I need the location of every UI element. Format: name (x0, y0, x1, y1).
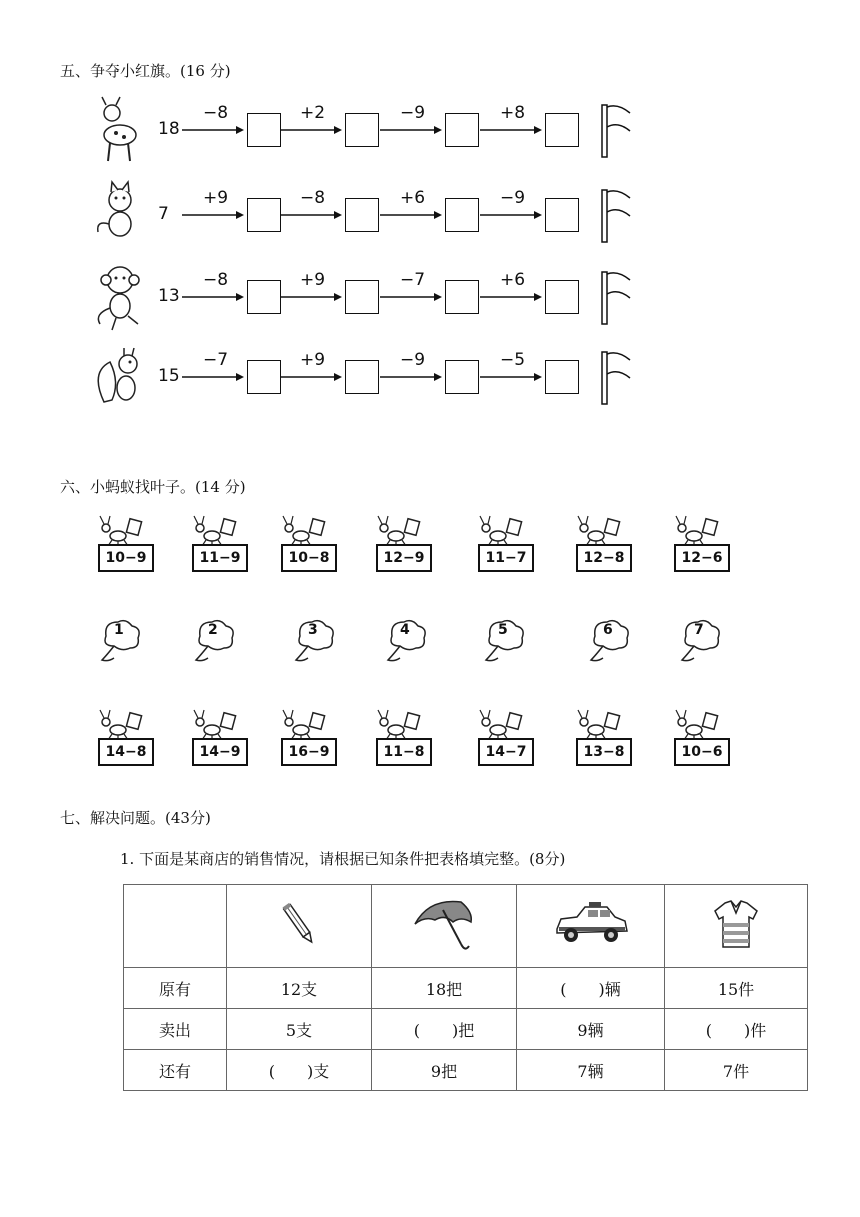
table-row (124, 968, 808, 1009)
ant-expression: 10−8 (281, 544, 337, 572)
operation-label: −9 (500, 188, 526, 208)
table-cell: 9把 (372, 1050, 517, 1091)
table-cell: 7件 (665, 1050, 808, 1091)
leaf-icon[interactable] (96, 616, 146, 666)
ant-card[interactable] (374, 708, 434, 766)
arrow-head (434, 126, 442, 134)
leaf-number: 6 (603, 622, 613, 638)
answer-box[interactable] (445, 280, 479, 314)
leaf-icon[interactable] (676, 616, 726, 666)
arrow-head (434, 211, 442, 219)
ant-card[interactable] (476, 708, 536, 766)
flag-icon (602, 105, 607, 157)
table-header-row (124, 885, 808, 968)
leaf-icon[interactable] (480, 616, 530, 666)
flag-cloth (607, 353, 630, 378)
ant-card[interactable] (574, 708, 634, 766)
operation-label: −8 (300, 188, 326, 208)
arrow-head (236, 211, 244, 219)
table-cell: 12支 (227, 968, 372, 1009)
operation-label: +8 (500, 103, 526, 123)
answer-box[interactable] (445, 198, 479, 232)
arrow-head (434, 373, 442, 381)
flag-cloth (607, 106, 630, 131)
answer-box[interactable] (445, 113, 479, 147)
start-number: 15 (158, 366, 180, 386)
operation-label: +9 (203, 188, 229, 208)
table-cell: 5支 (227, 1009, 372, 1050)
arrow-head (334, 293, 342, 301)
ant-expression: 16−9 (281, 738, 337, 766)
arrow-head (334, 373, 342, 381)
row-label: 还有 (124, 1050, 227, 1091)
operation-label: +6 (500, 270, 526, 290)
answer-blank[interactable]: ( )件 (665, 1009, 808, 1050)
answer-box[interactable] (345, 280, 379, 314)
arrow-head (236, 293, 244, 301)
ant-card[interactable] (96, 708, 156, 766)
operation-label: +6 (400, 188, 426, 208)
ant-card[interactable] (672, 514, 732, 572)
answer-box[interactable] (247, 360, 281, 394)
operation-label: −9 (400, 350, 426, 370)
ant-expression: 11−9 (192, 544, 248, 572)
table-corner-cell (124, 885, 227, 968)
answer-box[interactable] (345, 198, 379, 232)
ant-card[interactable] (190, 514, 250, 572)
arrow-head (434, 293, 442, 301)
flag-icon (602, 190, 607, 242)
answer-blank[interactable]: ( )辆 (517, 968, 665, 1009)
flag-icon (602, 352, 607, 404)
ant-expression: 14−7 (478, 738, 534, 766)
answer-box[interactable] (545, 280, 579, 314)
leaf-icon[interactable] (290, 616, 340, 666)
ant-expression: 12−6 (674, 544, 730, 572)
table-cell: 7辆 (517, 1050, 665, 1091)
leaf-number: 7 (694, 622, 704, 638)
flag-cloth (607, 191, 630, 216)
arrow-head (534, 126, 542, 134)
ant-expression: 10−6 (674, 738, 730, 766)
number-chain (90, 95, 650, 165)
leaf-number: 4 (400, 622, 410, 638)
section5-title: 五、争夺小红旗。(16 分) (60, 62, 231, 80)
leaf-number: 1 (114, 622, 124, 638)
answer-box[interactable] (345, 360, 379, 394)
row-label: 原有 (124, 968, 227, 1009)
flag-cloth (607, 273, 630, 298)
answer-blank[interactable]: ( )支 (227, 1050, 372, 1091)
operation-label: −5 (500, 350, 526, 370)
table-cell: 9辆 (517, 1009, 665, 1050)
ant-card[interactable] (476, 514, 536, 572)
answer-box[interactable] (545, 198, 579, 232)
operation-label: −9 (400, 103, 426, 123)
number-chain (90, 180, 650, 250)
leaf-number: 3 (308, 622, 318, 638)
operation-label: −8 (203, 270, 229, 290)
section6-title: 六、小蚂蚁找叶子。(14 分) (60, 478, 246, 496)
answer-box[interactable] (247, 280, 281, 314)
answer-box[interactable] (545, 360, 579, 394)
arrow-head (534, 373, 542, 381)
arrow-head (236, 126, 244, 134)
shirt-icon (665, 885, 808, 968)
leaf-icon[interactable] (585, 616, 635, 666)
umbrella-icon (372, 885, 517, 968)
ant-card[interactable] (279, 708, 339, 766)
arrow-head (534, 293, 542, 301)
ant-card[interactable] (279, 514, 339, 572)
table-cell: 18把 (372, 968, 517, 1009)
leaf-number: 2 (208, 622, 218, 638)
section7-title: 七、解决问题。(43分) (60, 809, 211, 827)
ant-card[interactable] (672, 708, 732, 766)
ant-expression: 13−8 (576, 738, 632, 766)
operation-label: +2 (300, 103, 326, 123)
arrow-head (334, 211, 342, 219)
leaf-icon[interactable] (190, 616, 240, 666)
operation-label: −7 (203, 350, 229, 370)
answer-box[interactable] (445, 360, 479, 394)
arrow-head (334, 126, 342, 134)
answer-box[interactable] (345, 113, 379, 147)
question-1: 1. 下面是某商店的销售情况，请根据已知条件把表格填完整。(8分) (120, 850, 566, 868)
ant-card[interactable] (374, 514, 434, 572)
number-chain (90, 262, 650, 332)
start-number: 7 (158, 204, 169, 224)
start-number: 13 (158, 286, 180, 306)
operation-label: −7 (400, 270, 426, 290)
ant-card[interactable] (190, 708, 250, 766)
ant-expression: 12−8 (576, 544, 632, 572)
answer-blank[interactable]: ( )把 (372, 1009, 517, 1050)
leaf-number: 5 (498, 622, 508, 638)
ant-expression: 14−8 (98, 738, 154, 766)
pencil-icon (227, 885, 372, 968)
ant-expression: 11−7 (478, 544, 534, 572)
ant-expression: 14−9 (192, 738, 248, 766)
answer-box[interactable] (247, 113, 281, 147)
operation-label: −8 (203, 103, 229, 123)
ant-card[interactable] (96, 514, 156, 572)
ant-card[interactable] (574, 514, 634, 572)
answer-box[interactable] (545, 113, 579, 147)
number-chain (90, 342, 650, 412)
car-icon (517, 885, 665, 968)
table-row (124, 1050, 808, 1091)
leaf-icon[interactable] (382, 616, 432, 666)
answer-box[interactable] (247, 198, 281, 232)
sales-table (123, 884, 808, 1091)
flag-icon (602, 272, 607, 324)
arrow-head (236, 373, 244, 381)
operation-label: +9 (300, 270, 326, 290)
arrow-head (534, 211, 542, 219)
ant-expression: 10−9 (98, 544, 154, 572)
operation-label: +9 (300, 350, 326, 370)
table-cell: 15件 (665, 968, 808, 1009)
table-row (124, 1009, 808, 1050)
row-label: 卖出 (124, 1009, 227, 1050)
ant-expression: 12−9 (376, 544, 432, 572)
start-number: 18 (158, 119, 180, 139)
ant-expression: 11−8 (376, 738, 432, 766)
